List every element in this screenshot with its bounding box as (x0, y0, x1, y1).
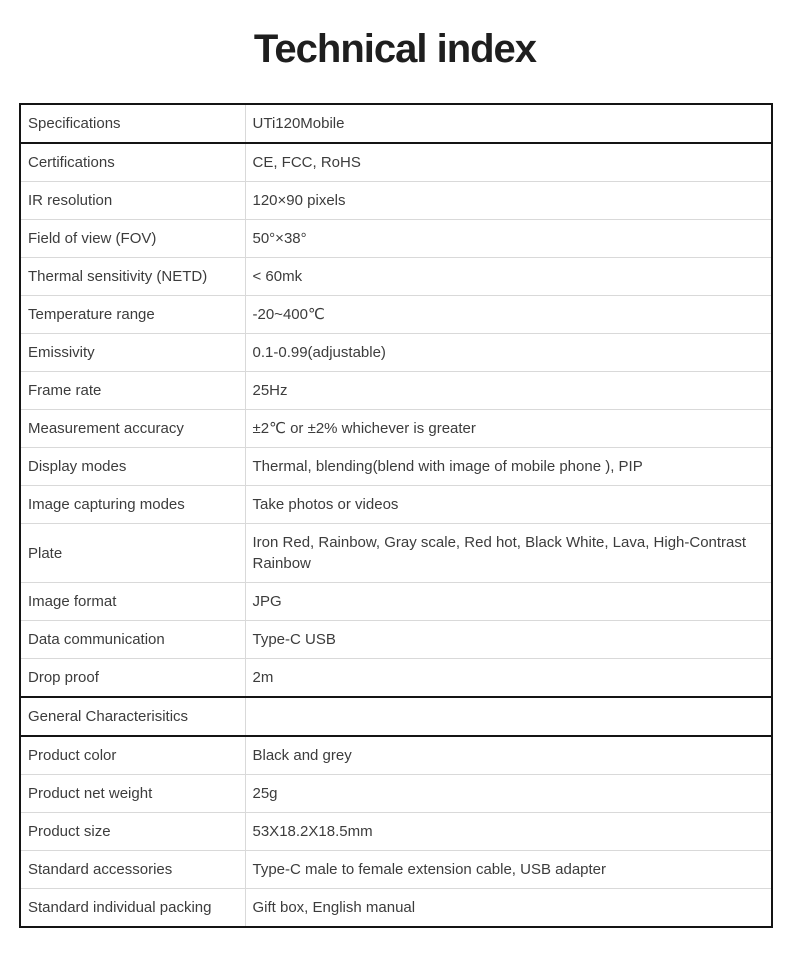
spec-label-cell: Thermal sensitivity (NETD) (20, 258, 245, 296)
spec-value-cell: 2m (245, 659, 772, 698)
spec-label-cell: Temperature range (20, 296, 245, 334)
spec-value-cell: Type-C USB (245, 621, 772, 659)
table-row (20, 372, 772, 410)
spec-table (19, 103, 773, 928)
spec-label-cell: Product size (20, 813, 245, 851)
table-row (20, 775, 772, 813)
table-row (20, 296, 772, 334)
spec-value-cell: JPG (245, 583, 772, 621)
spec-label-cell: Standard individual packing (20, 889, 245, 928)
table-row (20, 736, 772, 775)
spec-label-cell: Frame rate (20, 372, 245, 410)
spec-label-cell: Image format (20, 583, 245, 621)
spec-value-cell: -20~400℃ (245, 296, 772, 334)
spec-label-cell: Drop proof (20, 659, 245, 698)
spec-value-cell: 25Hz (245, 372, 772, 410)
spec-table-body (20, 104, 772, 927)
table-row (20, 621, 772, 659)
spec-label-cell: Product net weight (20, 775, 245, 813)
table-row (20, 659, 772, 698)
spec-label-cell: Measurement accuracy (20, 410, 245, 448)
spec-value-cell: Type-C male to female extension cable, USB adapter (245, 851, 772, 889)
table-row (20, 448, 772, 486)
spec-label-cell: Field of view (FOV) (20, 220, 245, 258)
page-title: Technical index (253, 27, 537, 71)
spec-value-cell: Thermal, blending(blend with image of mobile phone ), PIP (245, 448, 772, 486)
table-row (20, 182, 772, 220)
table-row (20, 143, 772, 182)
spec-label-cell: Standard accessories (20, 851, 245, 889)
table-row (20, 851, 772, 889)
table-row (20, 813, 772, 851)
table-row (20, 697, 772, 736)
table-row (20, 524, 772, 583)
spec-value-cell: 50°×38° (245, 220, 772, 258)
table-row (20, 220, 772, 258)
spec-value-cell: 0.1-0.99(adjustable) (245, 334, 772, 372)
spec-label-cell: Plate (20, 524, 245, 583)
spec-value-cell: Take photos or videos (245, 486, 772, 524)
spec-label-cell: Emissivity (20, 334, 245, 372)
spec-value-cell: Gift box, English manual (245, 889, 772, 928)
spec-value-cell: < 60mk (245, 258, 772, 296)
table-row (20, 486, 772, 524)
spec-value-cell: CE, FCC, RoHS (245, 143, 772, 182)
table-row (20, 410, 772, 448)
spec-value-cell: ±2℃ or ±2% whichever is greater (245, 410, 772, 448)
table-row (20, 889, 772, 928)
table-row (20, 583, 772, 621)
spec-label-cell: Image capturing modes (20, 486, 245, 524)
spec-label-cell: General Characterisitics (20, 697, 245, 736)
spec-label-cell: Product color (20, 736, 245, 775)
table-row (20, 334, 772, 372)
spec-value-cell (245, 697, 772, 736)
spec-value-cell: 25g (245, 775, 772, 813)
spec-value-cell: UTi120Mobile (245, 104, 772, 143)
spec-value-cell: Black and grey (245, 736, 772, 775)
table-row (20, 258, 772, 296)
spec-label-cell: IR resolution (20, 182, 245, 220)
spec-label-cell: Data communication (20, 621, 245, 659)
spec-label-cell: Specifications (20, 104, 245, 143)
spec-value-cell: 120×90 pixels (245, 182, 772, 220)
spec-label-cell: Display modes (20, 448, 245, 486)
spec-label-cell: Certifications (20, 143, 245, 182)
spec-value-cell: 53X18.2X18.5mm (245, 813, 772, 851)
spec-value-cell: Iron Red, Rainbow, Gray scale, Red hot, Black White, Lava, High-Contrast Rainbow (245, 524, 772, 583)
table-row (20, 104, 772, 143)
